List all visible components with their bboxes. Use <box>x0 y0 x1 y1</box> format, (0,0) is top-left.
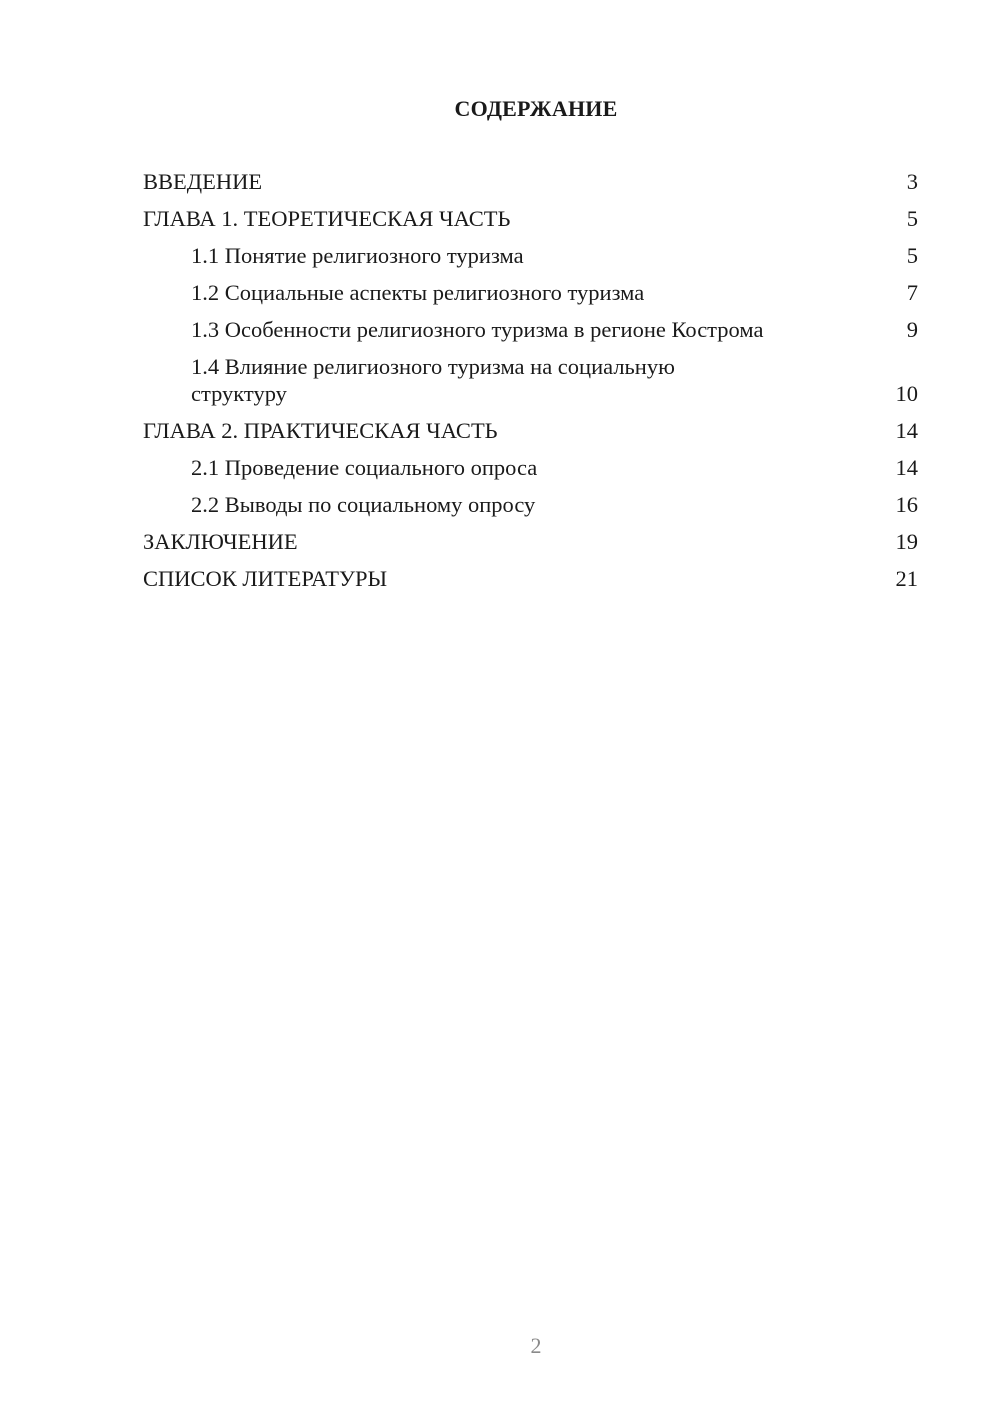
toc-entry-page: 16 <box>895 492 918 517</box>
toc-entry-page: 5 <box>906 243 918 268</box>
toc-entry-page: 21 <box>895 566 918 591</box>
toc-entry-text: 1.3 Особенности религиозного туризма в регионе Кострома <box>191 317 764 342</box>
toc-entry-page: 14 <box>895 455 918 480</box>
toc-entry <box>143 565 918 592</box>
toc-entry <box>143 205 918 232</box>
toc-list <box>143 168 918 602</box>
toc-entry <box>143 528 918 555</box>
toc-title: СОДЕРЖАНИЕ <box>454 96 618 121</box>
toc-entry <box>143 279 918 306</box>
toc-entry-page: 14 <box>895 418 918 443</box>
page-number: 2 <box>530 1333 542 1358</box>
toc-entry-page: 7 <box>906 280 918 305</box>
toc-entry <box>143 168 918 195</box>
toc-entry-page: 10 <box>895 381 918 406</box>
toc-entry <box>143 353 918 407</box>
toc-entry-text: 1.1 Понятие религиозного туризма <box>191 243 524 268</box>
toc-entry <box>143 491 918 518</box>
toc-entry-page: 3 <box>906 169 918 194</box>
toc-entry-text: 2.2 Выводы по социальному опросу <box>191 492 536 517</box>
toc-entry-page: 19 <box>895 529 918 554</box>
toc-entry-text: ВВЕДЕНИЕ <box>143 169 263 194</box>
toc-entry <box>143 316 918 343</box>
toc-entry-text: ЗАКЛЮЧЕНИЕ <box>143 529 298 554</box>
toc-entry-text: 1.2 Социальные аспекты религиозного туризма <box>191 280 645 305</box>
toc-entry-text: ГЛАВА 1. ТЕОРЕТИЧЕСКАЯ ЧАСТЬ <box>143 206 511 231</box>
toc-entry <box>143 417 918 444</box>
toc-entry-text: ГЛАВА 2. ПРАКТИЧЕСКАЯ ЧАСТЬ <box>143 418 498 443</box>
toc-entry <box>143 454 918 481</box>
toc-entry <box>143 242 918 269</box>
toc-entry-text: 2.1 Проведение социального опроса <box>191 455 538 480</box>
toc-entry-page: 5 <box>906 206 918 231</box>
toc-entry-text: СПИСОК ЛИТЕРАТУРЫ <box>143 566 388 591</box>
toc-entry-page: 9 <box>906 317 918 342</box>
toc-entry-text: 1.4 Влияние религиозного туризма на социальную структуру <box>191 354 675 406</box>
